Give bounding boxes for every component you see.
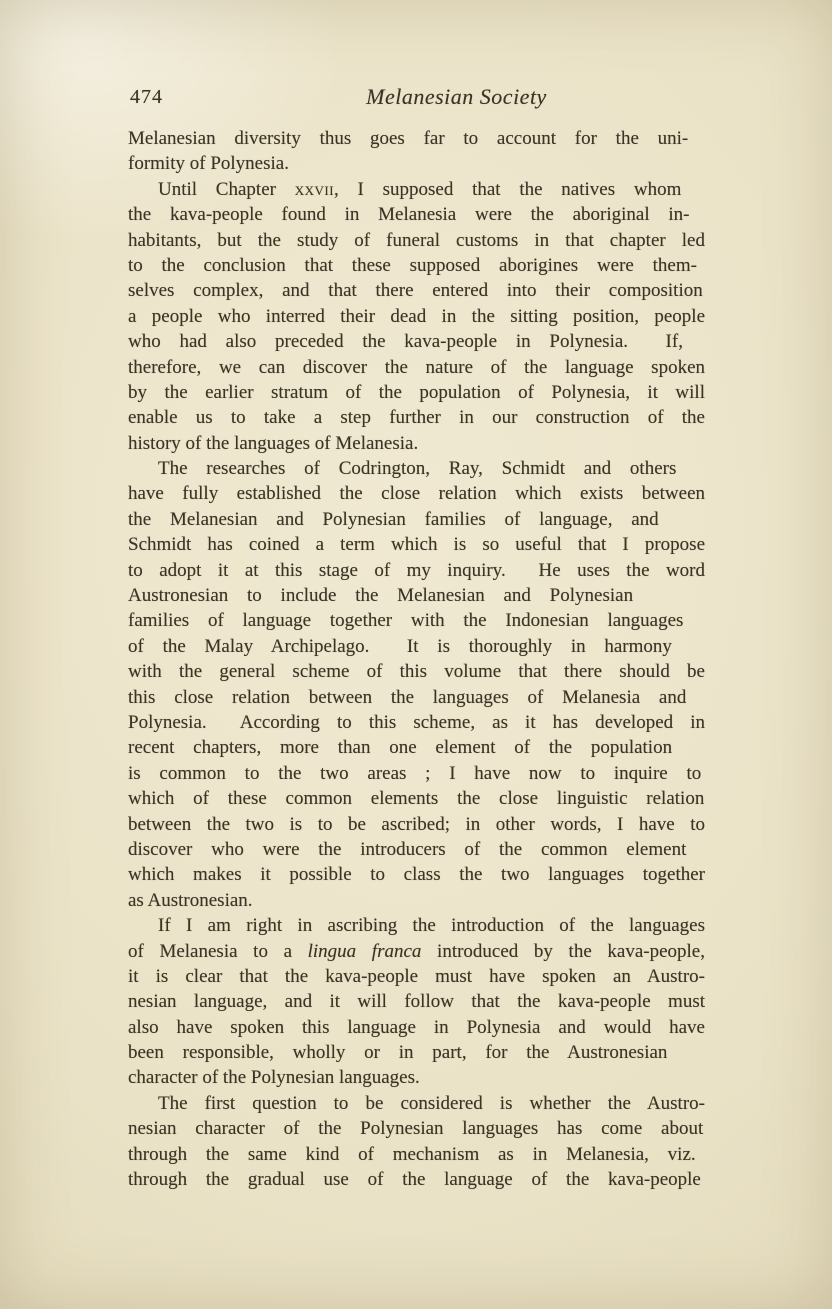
text-line (128, 151, 705, 176)
text-line (128, 456, 705, 481)
text-line (128, 888, 705, 913)
text-segment: introduced by the kava-people, (421, 940, 705, 962)
text-segment: Schmidt has coined a term which is so useful that I propose (128, 534, 705, 556)
text-line-content (128, 382, 705, 403)
text-line (128, 608, 705, 633)
text-segment: lingua franca (307, 940, 422, 962)
text-line-content (128, 255, 697, 276)
text-segment: been responsible, wholly or in part, for the Austronesian (128, 1042, 668, 1064)
text-line (128, 177, 705, 202)
text-line-content (128, 1169, 701, 1190)
text-line-content (128, 966, 705, 987)
text-segment: this close relation between the languages of Melanesia and (128, 686, 687, 708)
text-line-content (128, 636, 672, 657)
text-line-content (128, 788, 704, 809)
text-segment: of the Malay Archipelago. It is thoroughly in harmony (128, 635, 672, 657)
text-line (128, 989, 705, 1014)
text-line (128, 304, 705, 329)
text-line (128, 507, 705, 532)
text-line (128, 913, 705, 938)
text-line-content (128, 153, 289, 174)
text-segment: Melanesian diversity thus goes far to account for the uni- (128, 128, 689, 149)
running-title: Melanesian Society (366, 84, 547, 109)
text-line (128, 659, 705, 684)
text-line-content (128, 1144, 696, 1165)
text-segment: which makes it possible to class the two languages together (128, 864, 705, 886)
text-segment: Austronesian to include the Melanesian and Polynesian (128, 585, 634, 607)
text-line (128, 1116, 705, 1141)
text-segment: selves complex, and that there entered into their composition (128, 280, 703, 302)
text-line-content (158, 915, 705, 936)
text-line-content (128, 306, 705, 327)
text-line (128, 532, 705, 557)
text-line (128, 735, 705, 760)
text-line-content (128, 128, 688, 149)
page-header (128, 84, 705, 112)
text-segment: the Melanesian and Polynesian families of language, and (128, 508, 659, 530)
text-line-content (128, 941, 705, 962)
text-segment: The researches of Codrington, Ray, Schmidt and others (158, 458, 677, 480)
text-segment: If I am right in ascribing the introduction of the languages (158, 915, 705, 937)
text-line (128, 558, 705, 583)
text-segment: also have spoken this language in Polynesia and would have (128, 1016, 705, 1038)
text-line (128, 710, 705, 735)
text-line (128, 583, 705, 608)
text-line-content (128, 509, 659, 530)
text-line-content (128, 204, 690, 225)
text-line (128, 355, 705, 380)
text-line-content (128, 687, 686, 708)
text-segment: to the conclusion that these supposed aborigines were them- (128, 254, 697, 276)
text-line (128, 1167, 705, 1192)
text-segment: it is clear that the kava-people must have spoken an Austro- (128, 965, 705, 987)
text-line (128, 278, 705, 303)
text-segment: the kava-people found in Melanesia were the aboriginal in- (128, 204, 690, 226)
text-line (128, 481, 705, 506)
text-segment: is common to the two areas ; I have now to inquire to (128, 762, 702, 784)
text-segment: by the earlier stratum of the population of Polynesia, it will (128, 381, 705, 403)
text-line (128, 634, 705, 659)
text-line-content (128, 1042, 667, 1063)
text-line-content (128, 1067, 420, 1088)
text-line (128, 812, 705, 837)
text-line-content (128, 331, 683, 352)
text-segment: recent chapters, more than one element of the population (128, 737, 673, 759)
text-segment: families of language together with the Indonesian languages (128, 610, 684, 632)
text-segment: habitants, but the study of funeral customs in that chapter led (128, 229, 705, 251)
paragraph (128, 913, 705, 1091)
text-line (128, 837, 705, 862)
text-line-content (128, 610, 683, 631)
text-line (128, 939, 705, 964)
text-line-content (158, 458, 676, 479)
text-line (128, 380, 705, 405)
text-segment: to adopt it at this stage of my inquiry. He uses the word (128, 559, 705, 581)
text-line-content (128, 890, 253, 911)
text-segment: a people who interred their dead in the sitting position, people (128, 305, 705, 327)
text-line-content (128, 534, 705, 555)
text-line-content (128, 483, 705, 504)
text-line-content (128, 407, 705, 428)
text-line-content (128, 712, 705, 733)
paragraph (128, 456, 705, 913)
text-segment: have fully established the close relation which exists between (128, 483, 705, 505)
text-line (128, 405, 705, 430)
text-line-content (128, 433, 418, 454)
text-line (128, 862, 705, 887)
text-line (128, 329, 705, 354)
text-segment: discover who were the introducers of the common element (128, 838, 687, 860)
text-segment: of Melanesia to a (128, 940, 308, 962)
text-line-content (128, 864, 705, 885)
text-line (128, 1065, 705, 1090)
text-segment: through the gradual use of the language of the kava-people (128, 1169, 701, 1191)
text-segment: therefore, we can discover the nature of the language spoken (128, 356, 705, 378)
text-segment: which of these common elements the close linguistic relation (128, 788, 705, 810)
page-number: 474 (130, 86, 163, 108)
text-line (128, 228, 705, 253)
text-line (128, 786, 705, 811)
text-segment: with the general scheme of this volume that there should be (128, 661, 705, 683)
text-line-content (128, 991, 705, 1012)
text-line-content (128, 230, 705, 251)
text-line (128, 964, 705, 989)
text-line (128, 202, 705, 227)
text-line-content (128, 280, 703, 301)
paragraph (128, 126, 705, 177)
text-line (128, 1142, 705, 1167)
text-line (128, 761, 705, 786)
text-segment: The first question to be considered is whether the Austro- (158, 1092, 705, 1114)
text-segment: as Austronesian. (128, 889, 253, 911)
text-segment: character of the Polynesian languages. (128, 1067, 420, 1089)
text-segment: , I supposed that the natives whom (334, 178, 682, 200)
text-line-content (128, 357, 705, 378)
text-segment: nesian character of the Polynesian languages has come about (128, 1118, 704, 1140)
text-segment: through the same kind of mechanism as in Melanesia, viz. (128, 1143, 696, 1165)
text-line-content (128, 1118, 703, 1139)
text-segment: xxvii (294, 178, 335, 200)
text-line-content (158, 179, 681, 200)
paragraph (128, 1091, 705, 1193)
text-line (128, 1040, 705, 1065)
text-line (128, 1091, 705, 1116)
text-segment: history of the languages of Melanesia. (128, 432, 419, 454)
text-segment: formity of Polynesia. (128, 153, 289, 175)
text-line (128, 685, 705, 710)
text-line (128, 126, 705, 151)
text-line-content (128, 560, 705, 581)
text-line (128, 1015, 705, 1040)
text-segment: nesian language, and it will follow that the kava-people must (128, 991, 705, 1013)
text-line-content (128, 1017, 705, 1038)
page-body (128, 126, 705, 1192)
text-segment: Polynesia. According to this scheme, as it has developed in (128, 711, 705, 733)
text-segment: between the two is to be ascribed; in other words, I have to (128, 813, 705, 835)
text-line-content (128, 839, 686, 860)
text-line-content (128, 585, 633, 606)
text-line-content (158, 1093, 705, 1114)
text-line-content (128, 763, 701, 784)
text-line-content (128, 661, 705, 682)
text-line-content (128, 737, 672, 758)
paragraph (128, 177, 705, 456)
text-line (128, 253, 705, 278)
text-line (128, 431, 705, 456)
text-segment: Until Chapter (158, 178, 295, 200)
text-segment: who had also preceded the kava-people in Polynesia. If, (128, 331, 683, 353)
text-line-content (128, 814, 705, 835)
text-segment: enable us to take a step further in our construction of the (128, 407, 705, 429)
